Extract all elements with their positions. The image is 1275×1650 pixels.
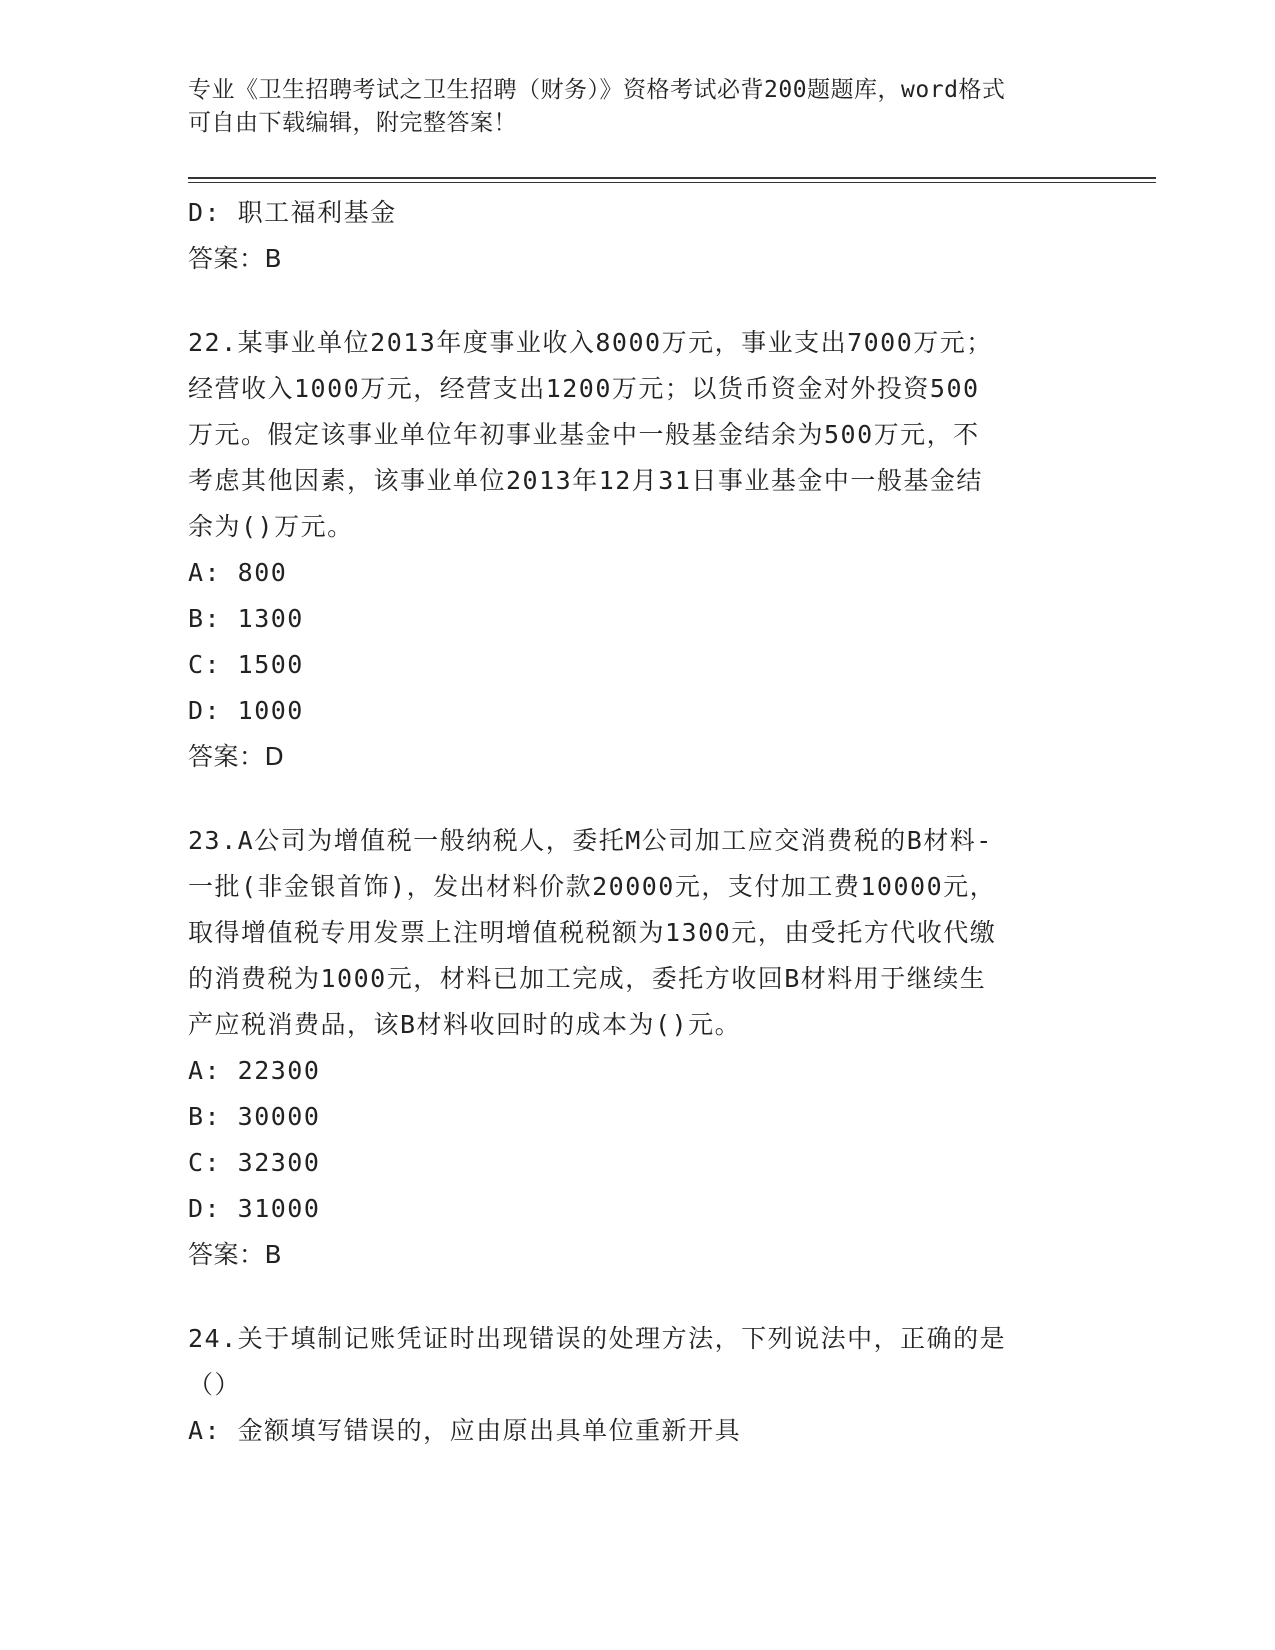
question-text-line: 22.某事业单位2013年度事业收入8000万元，事业支出7000万元； [188,328,993,357]
answer-option: D: 职工福利基金 [188,198,397,227]
question-block [188,818,1088,1278]
question-text-line: 24.关于填制记账凭证时出现错误的处理方法，下列说法中，正确的是 [188,1324,1007,1353]
block-spacer [188,780,1088,818]
header-divider-thin [188,182,1156,183]
header-title-line-2: 可自由下载编辑，附完整答案！ [188,110,517,136]
question-text-line: 余为()万元。 [188,512,354,541]
answer-option: C: 32300 [188,1148,321,1177]
question-text-line: 经营收入1000万元，经营支出1200万元；以货币资金对外投资500 [188,374,980,403]
question-list [188,190,1088,1454]
question-text-line: 一批(非金银首饰)，发出材料价款20000元，支付加工费10000元， [188,872,997,901]
correct-answer: 答案：D [188,742,285,771]
page-header [188,74,1088,140]
question-text-line: 的消费税为1000元，材料已加工完成，委托方收回B材料用于继续生 [188,964,987,993]
block-spacer [188,1278,1088,1316]
answer-option: D: 31000 [188,1194,321,1223]
answer-option: C: 1500 [188,650,304,679]
question-text-line: 产应税消费品，该B材料收回时的成本为()元。 [188,1010,742,1039]
correct-answer: 答案：B [188,1240,283,1269]
correct-answer: 答案：B [188,244,283,273]
question-text-line: 取得增值税专用发票上注明增值税税额为1300元，由受托方代收代缴 [188,918,997,947]
answer-option: A: 金额填写错误的，应由原出具单位重新开具 [188,1416,742,1445]
question-block [188,1316,1088,1454]
question-text-line: 万元。假定该事业单位年初事业基金中一般基金结余为500万元，不 [188,420,980,449]
block-spacer [188,282,1088,320]
header-divider-thick [188,177,1156,179]
answer-option: A: 22300 [188,1056,321,1085]
question-text-line: 23.A公司为增值税一般纳税人，委托M公司加工应交消费税的B材料- [188,826,993,855]
question-text-line: 考虑其他因素，该事业单位2013年12月31日事业基金中一般基金结 [188,466,983,495]
answer-option: D: 1000 [188,696,304,725]
answer-option: B: 30000 [188,1102,321,1131]
header-title-line-1: 专业《卫生招聘考试之卫生招聘（财务）》资格考试必背200题题库，word格式 [188,77,1006,103]
question-text-line: （） [188,1370,242,1399]
answer-option: B: 1300 [188,604,304,633]
question-block [188,320,1088,780]
answer-option: A: 800 [188,558,288,587]
question-block [188,190,1088,282]
